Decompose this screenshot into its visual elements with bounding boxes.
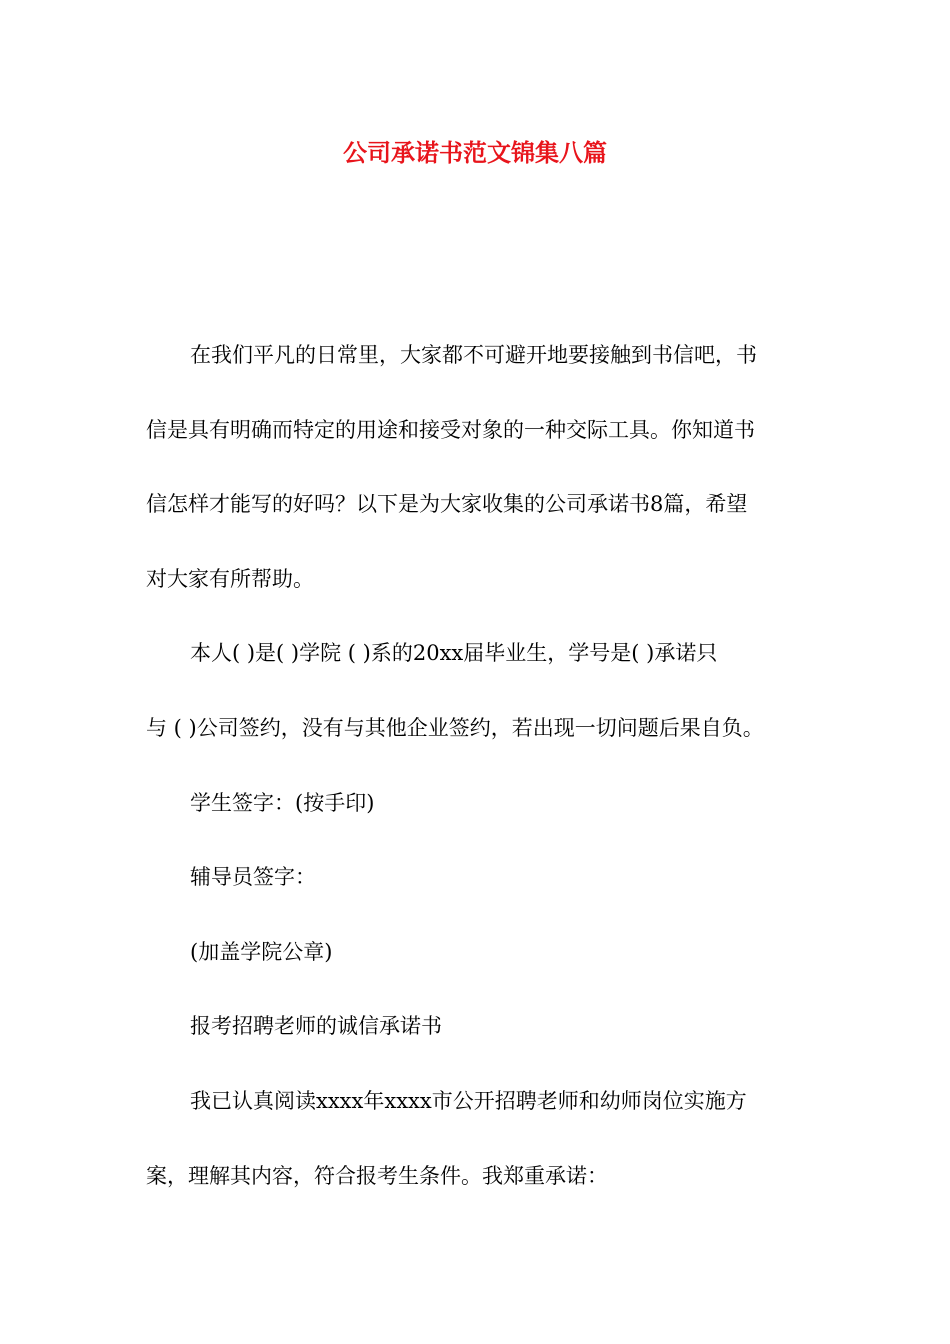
paragraph-line: 本人( )是( )学院 ( )系的20xx届毕业生，学号是( )承诺只 bbox=[190, 641, 718, 666]
paragraph-line: 案，理解其内容，符合报考生条件。我郑重承诺： bbox=[146, 1163, 608, 1188]
paragraph-line: 我已认真阅读xxxx年xxxx市公开招聘老师和幼师岗位实施方 bbox=[190, 1088, 747, 1113]
document-title: 公司承诺书范文锦集八篇 bbox=[343, 139, 607, 167]
paragraph-line: 在我们平凡的日常里，大家都不可避开地要接触到书信吧，书 bbox=[190, 343, 757, 367]
paragraph-line: 对大家有所帮助。 bbox=[146, 566, 314, 591]
paragraph-line: 信怎样才能写的好吗？以下是为大家收集的公司承诺书8篇，希望 bbox=[146, 492, 748, 517]
section-heading: 报考招聘老师的诚信承诺书 bbox=[190, 1014, 442, 1039]
student-signature-line: 学生签字：(按手印) bbox=[190, 790, 375, 815]
document-body bbox=[146, 318, 806, 1213]
counselor-signature-line: 辅导员签字： bbox=[190, 865, 316, 890]
college-seal-line: (加盖学院公章) bbox=[190, 939, 333, 964]
paragraph-line: 与 ( )公司签约，没有与其他企业签约，若出现一切问题后果自负。 bbox=[146, 715, 764, 740]
paragraph-line: 信是具有明确而特定的用途和接受对象的一种交际工具。你知道书 bbox=[146, 417, 755, 442]
